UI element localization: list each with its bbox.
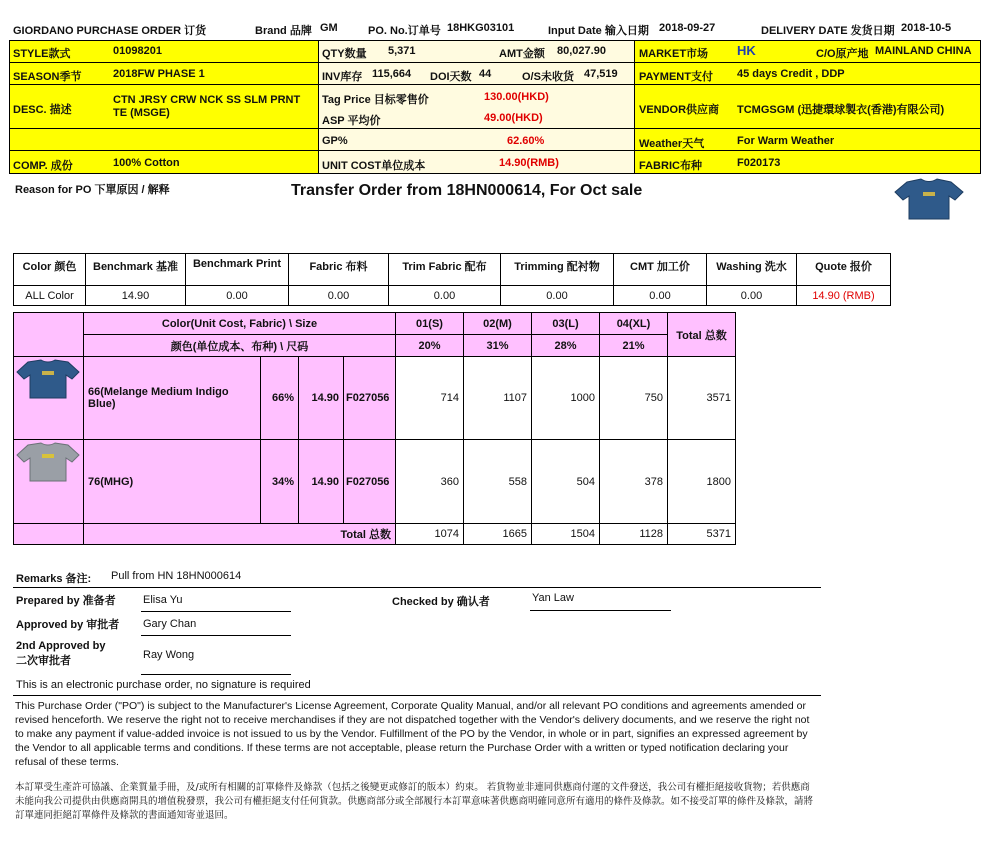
vendor-label: VENDOR供应商 (639, 104, 720, 116)
remarks-label: Remarks 备注: (16, 573, 92, 585)
vendor-value: TCMGSGM (迅捷環球製衣(香港)有限公司) (737, 104, 945, 116)
benchmark-table (13, 253, 891, 306)
brand-label: Brand 品牌 (255, 25, 312, 37)
amt-label: AMT金额 (499, 48, 545, 60)
benchmark-header-cell: Washing 洗水 (707, 254, 797, 286)
fabric-label: FABRIC布种 (639, 160, 702, 172)
benchmark-cell: 0.00 (614, 286, 707, 306)
amt-value: 80,027.90 (557, 45, 606, 57)
grand-total: 5371 (668, 524, 736, 545)
grand-total-row (14, 524, 736, 545)
benchmark-header-cell: Trimming 配衬物 (501, 254, 614, 286)
benchmark-header-cell: Fabric 布料 (289, 254, 389, 286)
size-title-en: Color(Unit Cost, Fabric) \ Size (84, 313, 396, 335)
size-breakdown-table (13, 312, 736, 545)
signature-line (530, 610, 671, 611)
benchmark-cell: 14.90 (86, 286, 186, 306)
remarks-value: Pull from HN 18HN000614 (111, 570, 242, 582)
doi-label: DOI天数 (430, 71, 472, 83)
reason-value: Transfer Order from 18HN000614, For Oct sale (291, 182, 643, 199)
size-qty: 558 (464, 440, 532, 524)
payment-value: 45 days Credit , DDP (737, 68, 845, 80)
size-pct: 20% (396, 335, 464, 357)
delivery-date-value: 2018-10-5 (901, 22, 952, 34)
tag-price-value: 130.00(HKD) (484, 91, 549, 103)
season-value: 2018FW PHASE 1 (113, 68, 205, 80)
approved-label: Approved by 审批者 (16, 619, 120, 631)
row-total: 3571 (668, 357, 736, 440)
signature-line (141, 674, 291, 675)
fabric-code: F027056 (344, 357, 396, 440)
color-pct: 66% (261, 357, 299, 440)
size-label: 04(XL) (600, 313, 668, 335)
style-value: 01098201 (113, 45, 162, 57)
approved2-label: 2nd Approved by (16, 640, 106, 652)
signature-line (141, 611, 291, 612)
size-label: 01(S) (396, 313, 464, 335)
tag-price-label: Tag Price 目标零售价 (322, 94, 429, 106)
benchmark-cell: 0.00 (186, 286, 289, 306)
divider (13, 695, 821, 696)
benchmark-header-cell: Color 颜色 (14, 254, 86, 286)
size-title-cn: 颜色(单位成本、布种) \ 尺码 (84, 335, 396, 357)
unit-cost: 14.90 (299, 440, 344, 524)
reason-label: Reason for PO 下單原因 / 解释 (15, 184, 170, 196)
unit-cost-label: UNIT COST单位成本 (322, 160, 426, 172)
unit-cost-value: 14.90(RMB) (499, 157, 559, 169)
approved-value: Gary Chan (143, 618, 197, 630)
benchmark-header-cell: Quote 报价 (797, 254, 891, 286)
color-name: 66(Melange Medium Indigo Blue) (84, 357, 261, 440)
desc-value: CTN JRSY CRW NCK SS SLM PRNT TE (MSGE) (113, 94, 301, 119)
comp-value: 100% Cotton (113, 157, 180, 169)
benchmark-cell: 0.00 (389, 286, 501, 306)
po-info-grid (9, 40, 981, 174)
qty-value: 5,371 (388, 45, 416, 57)
size-label: 02(M) (464, 313, 532, 335)
os-value: 47,519 (584, 68, 618, 80)
benchmark-header-cell: Benchmark Print (186, 254, 289, 286)
size-qty: 378 (600, 440, 668, 524)
benchmark-cell: ALL Color (14, 286, 86, 306)
size-qty: 1000 (532, 357, 600, 440)
benchmark-header-cell: CMT 加工价 (614, 254, 707, 286)
checked-label: Checked by 确认者 (392, 596, 490, 608)
electronic-note: This is an electronic purchase order, no signature is required (16, 679, 311, 691)
size-pct: 31% (464, 335, 532, 357)
grand-total-size: 1074 (396, 524, 464, 545)
grand-total-size: 1665 (464, 524, 532, 545)
size-pct: 21% (600, 335, 668, 357)
approved2-value: Ray Wong (143, 649, 195, 661)
table-row (14, 357, 736, 440)
benchmark-cell: 0.00 (289, 286, 389, 306)
co-value: MAINLAND CHINA (875, 45, 972, 57)
fabric-value: F020173 (737, 157, 781, 169)
tshirt-blue-image (15, 359, 81, 399)
color-name: 76(MHG) (84, 440, 261, 524)
grand-total-label: Total 总数 (84, 524, 396, 545)
fabric-code: F027056 (344, 440, 396, 524)
market-label: MARKET市场 (639, 48, 709, 60)
size-label: 03(L) (532, 313, 600, 335)
company-title: GIORDANO PURCHASE ORDER 订货 (13, 25, 207, 37)
doi-value: 44 (479, 68, 492, 80)
season-label: SEASON季节 (13, 71, 82, 83)
color-pct: 34% (261, 440, 299, 524)
tshirt-grey-image (15, 442, 81, 482)
size-qty: 1107 (464, 357, 532, 440)
size-pct: 28% (532, 335, 600, 357)
inv-label: INV库存 (322, 71, 363, 83)
grand-total-size: 1504 (532, 524, 600, 545)
benchmark-header-cell: Trim Fabric 配布 (389, 254, 501, 286)
asp-value: 49.00(HKD) (484, 112, 543, 124)
market-value: HK (737, 43, 756, 58)
gp-label: GP% (322, 135, 348, 147)
table-row (14, 440, 736, 524)
input-date-label: Input Date 输入日期 (548, 25, 649, 37)
size-qty: 750 (600, 357, 668, 440)
terms-chinese: 本訂單受生產許可協議、企業質量手冊，及/或所有相關的訂單條件及條款（包括之後變更或修訂的版本）約束。 若貨物並非連同供應商付運的文件發送，我公司有權拒絕接收貨物；若供應商未能向我公司提供由供應商開具的增值稅發票，我公司有權拒絕支付任何貨款。供應商部分或全部履行本訂單意味著供應商明確同意所有適用的條件及條款。如不接受訂單的條件及條款，請將訂單連同拒絕訂單條件及條款的書面通知寄並退回。 (15, 782, 814, 821)
weather-label: Weather天气 (639, 138, 705, 150)
asp-label: ASP 平均价 (322, 115, 381, 127)
row-total: 1800 (668, 440, 736, 524)
po-label: PO. No.订单号 (368, 25, 441, 37)
gp-value: 62.60% (507, 135, 545, 147)
size-header-row (14, 313, 736, 335)
prepared-label: Prepared by 准备者 (16, 595, 116, 607)
approved2-label-cn: 二次审批者 (16, 655, 71, 667)
benchmark-quote-cell: 14.90 (RMB) (797, 286, 891, 306)
size-qty: 714 (396, 357, 464, 440)
terms-english: This Purchase Order ("PO") is subject to the Manufacturer's License Agreement, Corporate Quality Manual, and/or all relevant PO conditions and agreements amended or revised henceforth. We reserve the right not to receive merchandises if they are not dispatched together with the Vendor's delivery documents, and we reserve the right not to make any payment if value-added invoice is not issued to us by the Vendor. Fulfillment of the PO by the Vendor, in whole or in part, signifies an expressed agreement by the Vendor to all applicable terms and conditions. If these terms are not acceptable, please return the Purchase Order with a written or typed notification declaring your refusal of these terms. (15, 700, 810, 768)
style-label: STYLE款式 (13, 48, 71, 60)
size-qty: 360 (396, 440, 464, 524)
delivery-date-label: DELIVERY DATE 发货日期 (761, 25, 895, 37)
desc-label: DESC. 描述 (13, 104, 72, 116)
grand-total-size: 1128 (600, 524, 668, 545)
payment-label: PAYMENT支付 (639, 71, 713, 83)
benchmark-value-row (14, 286, 891, 306)
benchmark-cell: 0.00 (707, 286, 797, 306)
signature-line (141, 635, 291, 636)
size-qty: 504 (532, 440, 600, 524)
benchmark-header-cell: Benchmark 基准 (86, 254, 186, 286)
brand-value: GM (320, 22, 338, 34)
os-label: O/S未收货 (522, 71, 574, 83)
size-pct-row (14, 335, 736, 357)
co-label: C/O原产地 (816, 48, 869, 60)
divider (13, 587, 821, 588)
weather-value: For Warm Weather (737, 135, 835, 147)
input-date-value: 2018-09-27 (659, 22, 716, 34)
inv-value: 115,664 (372, 68, 412, 80)
po-value: 18HKG03101 (447, 22, 515, 34)
benchmark-cell: 0.00 (501, 286, 614, 306)
qty-label: QTY数量 (322, 48, 367, 60)
product-tshirt-image (893, 178, 965, 220)
benchmark-header-row (14, 254, 891, 286)
checked-value: Yan Law (532, 592, 574, 604)
total-header: Total 总数 (668, 313, 736, 357)
comp-label: COMP. 成份 (13, 160, 73, 172)
prepared-value: Elisa Yu (143, 594, 183, 606)
unit-cost: 14.90 (299, 357, 344, 440)
